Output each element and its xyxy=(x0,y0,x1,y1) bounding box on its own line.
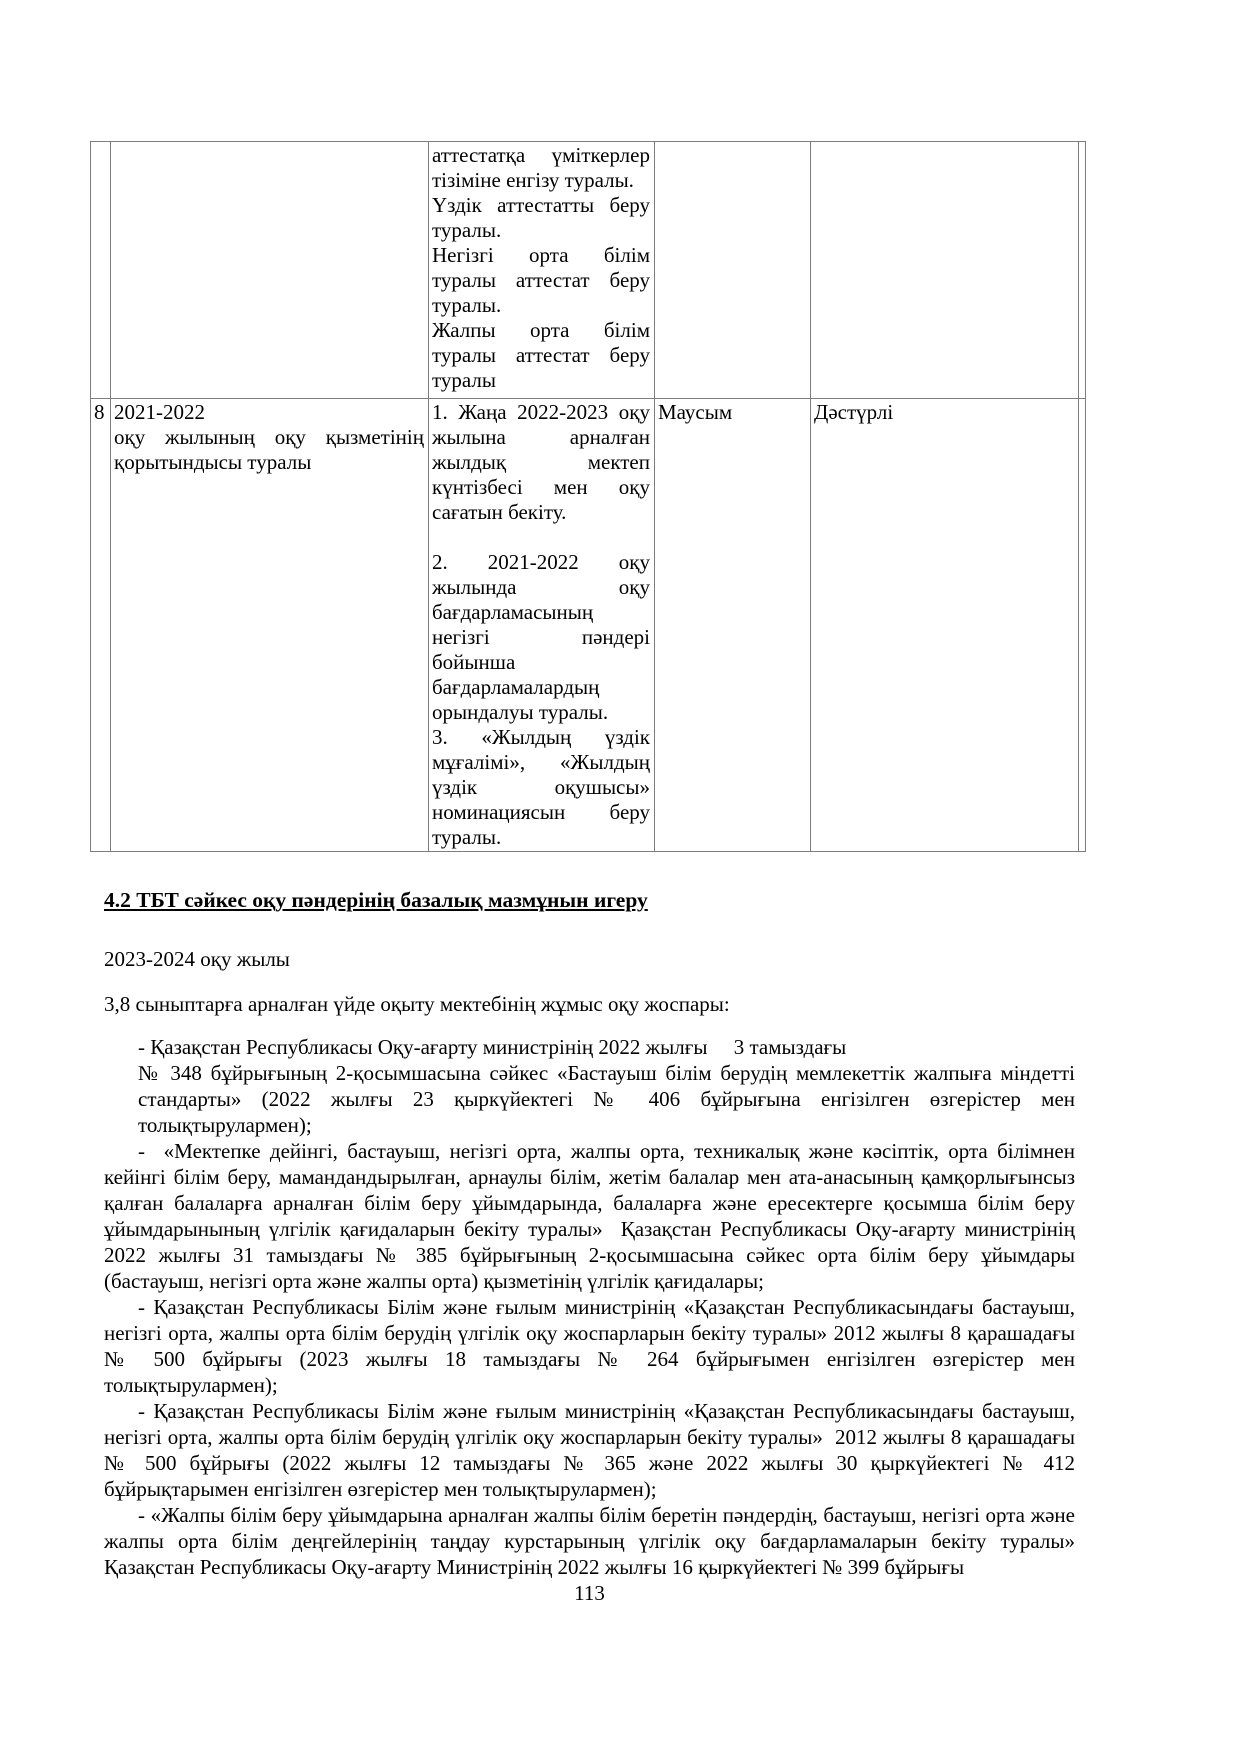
meeting-schedule-table xyxy=(90,141,1086,852)
agenda-paragraph: 3. «Жылдың үздік мұғалімі», «Жылдың үздік оқушысы» номинациясын беру туралы. xyxy=(432,725,650,849)
topic-line: оқу жылының оқу қызметінің қорытындысы туралы xyxy=(114,425,424,474)
format-cell xyxy=(811,142,1079,399)
regulation-paragraph-2: - «Мектепке дейінгі, бастауыш, негізгі орта, жалпы орта, техникалық және кәсіптік, орта білімнен кейінгі білім беру, мамандандырылған, арнаулы білім, жетім балалар мен ата-анасының қамқорлығынсыз қалған балаларға арналған білім беру ұйымдарында, балаларға және ересектерге қосымша білім беру ұйымдарынының үлгілік қағидаларын бекіту туралы» Қазақстан Республикасы Оқу-ағарту министрінің 2022 жылғы 31 тамыздағы № 385 бұйрығының 2-қосымшасына сәйкес орта білім беру ұйымдары (бастауыш, негізгі орта және жалпы орта) қызметінің үлгілік қағидалары; xyxy=(104,1139,1075,1293)
month-cell xyxy=(655,142,811,399)
section-heading: 4.2 ТБТ сәйкес оқу пәндерінің базалық мазмұнын игеру xyxy=(104,888,648,912)
agenda-paragraph: Жалпы орта білім туралы аттестат беру туралы xyxy=(432,318,650,392)
regulation-paragraph-5: - «Жалпы білім беру ұйымдарына арналған жалпы білім беретін пәндердің, бастауыш, негізгі орта және жалпы орта білім деңгейлерінің таңдау курстарының үлгілік оқу бағдарламаларын бекіту туралы» Қазақстан Республикасы Оқу-ағарту Министрінің 2022 жылғы 16 қыркүйектегі № 399 бұйрығы xyxy=(104,1503,1075,1579)
topic-cell xyxy=(111,142,429,399)
regulation-paragraph-1-body: № 348 бұйрығының 2-қосымшасына сәйкес «Бастауыш білім берудің мемлекеттік жалпыға міндетті стандарты» (2022 жылғы 23 қыркүйектегі № 406 бұйрығына енгізілген өзгерістер мен толықтырулармен); xyxy=(138,1061,1075,1137)
agenda-cell xyxy=(429,142,655,399)
agenda-cell xyxy=(429,399,655,852)
row-number-cell: 8 xyxy=(91,399,111,852)
spacer-cell xyxy=(1079,142,1086,399)
page-number: 113 xyxy=(574,1581,605,1605)
section-content xyxy=(104,887,1075,1606)
agenda-paragraph: Үздік аттестатты беру туралы. xyxy=(432,193,650,242)
table-row-continuation xyxy=(91,142,1086,399)
table-row-8 xyxy=(91,399,1086,852)
spacer-cell xyxy=(1079,399,1086,852)
agenda-paragraph: 2. 2021-2022 оқу жылында оқу бағдарламасының негізгі пәндері бойынша бағдарламалардың орындалуы туралы. xyxy=(432,550,650,724)
topic-line: 2021-2022 xyxy=(114,400,205,424)
row-number-cell xyxy=(91,142,111,399)
month-cell: Маусым xyxy=(655,399,811,852)
topic-cell xyxy=(111,399,429,852)
agenda-paragraph: Негізгі орта білім туралы аттестат беру туралы. xyxy=(432,243,650,317)
regulation-paragraph-4: - Қазақстан Республикасы Білім және ғылым министрінің «Қазақстан Республикасындағы бастауыш, негізгі орта, жалпы орта білім берудің үлгілік оқу жоспарларын бекіту туралы» 2012 жылғы 8 қарашадағы № 500 бұйрығы (2022 жылғы 12 тамыздағы № 365 және 2022 жылғы 30 қыркүйектегі № 412 бұйрықтарымен енгізілген өзгерістер мен толықтырулармен); xyxy=(104,1399,1075,1501)
agenda-paragraph: 1. Жаңа 2022-2023 оқу жылына арналған жылдық мектеп күнтізбесі мен оқу сағатын бекіту. xyxy=(432,400,650,524)
agenda-paragraph: аттестатқа үміткерлер тізіміне енгізу туралы. xyxy=(432,143,650,192)
school-year-line: 2023-2024 оқу жылы xyxy=(104,947,290,971)
format-cell: Дәстүрлі xyxy=(811,399,1079,852)
regulation-paragraph-1 xyxy=(138,1034,1075,1138)
regulation-paragraph-1-line1: - Қазақстан Республикасы Оқу-ағарту министрінің 2022 жылғы 3 тамыздағы xyxy=(138,1035,847,1059)
intro-line: 3,8 сыныптарға арналған үйде оқыту мектебінің жұмыс оқу жоспары: xyxy=(104,992,730,1016)
regulation-paragraph-3: - Қазақстан Республикасы Білім және ғылым министрінің «Қазақстан Республикасындағы бастауыш, негізгі орта, жалпы орта білім берудің үлгілік оқу жоспарларын бекіту туралы» 2012 жылғы 8 қарашадағы № 500 бұйрығы (2023 жылғы 18 тамыздағы № 264 бұйрығымен енгізілген өзгерістер мен толықтырулармен); xyxy=(104,1295,1075,1397)
